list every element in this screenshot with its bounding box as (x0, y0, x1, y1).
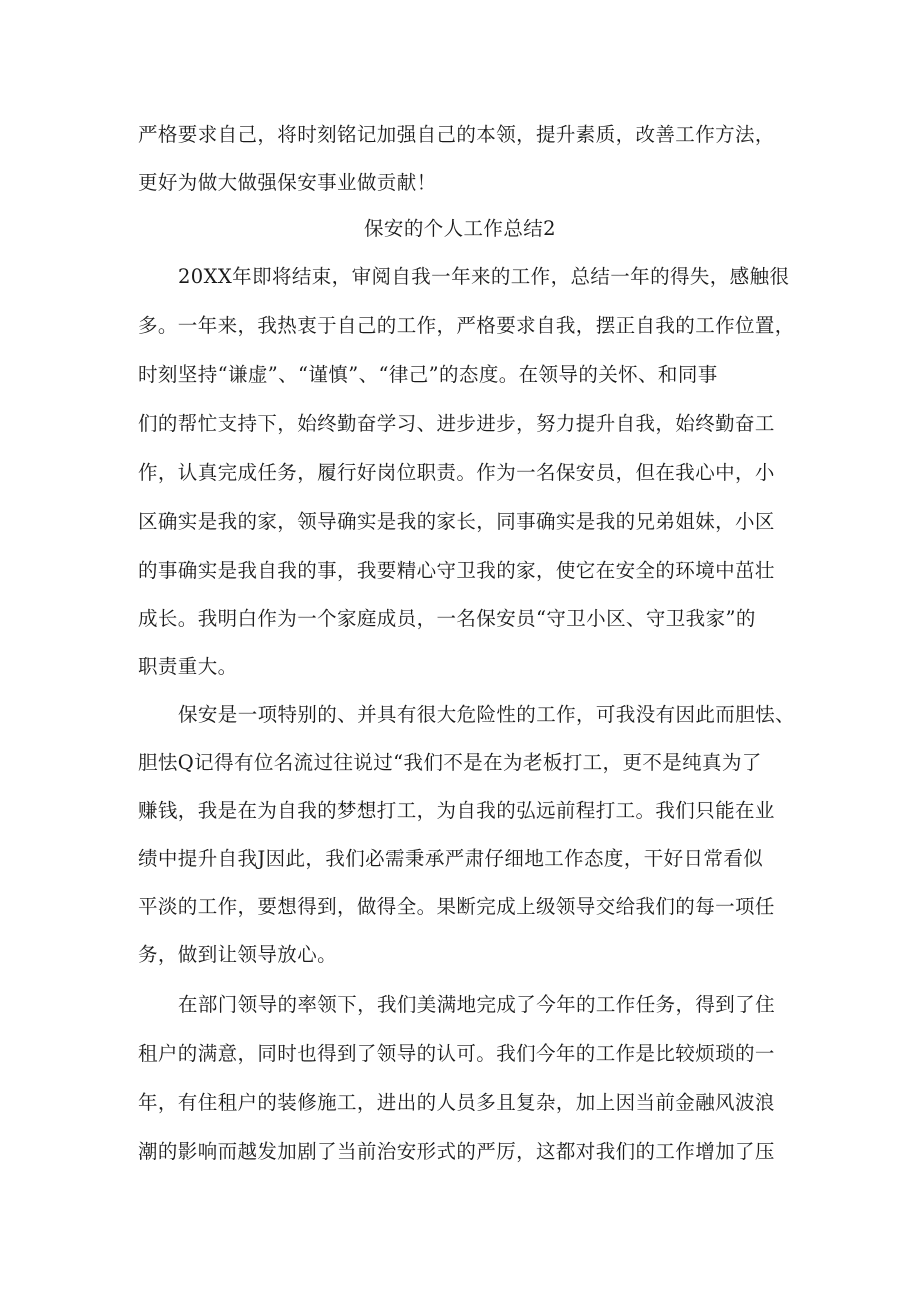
paragraph-1-line-1: 20XX年即将结束，审阅自我一年来的工作，总结一年的得失，感触很 (178, 265, 790, 288)
paragraph-1-line-8: 成长。我明白作为一个家庭成员，一名保安员“守卫小区、守卫我家”的 (138, 607, 756, 630)
paragraph-2-line-1: 保安是一项特别的、并具有很大危险性的工作，可我没有因此而胆怯、 (178, 703, 795, 726)
intro-line-2: 更好为做大做强保安事业做贡献！ (138, 171, 437, 194)
paragraph-1-line-3: 时刻坚持“谦虚”、“谨慎”、“律己”的态度。在领导的关怀、和同事 (138, 363, 718, 386)
paragraph-3-line-3: 年，有住租户的装修施工，进出的人员多且复杂，加上因当前金融风波浪 (138, 1091, 775, 1114)
paragraph-3-line-4: 潮的影响而越发加剧了当前治安形式的严厉，这都对我们的工作增加了压 (138, 1140, 775, 1163)
paragraph-1-line-5: 作，认真完成任务，履行好岗位职责。作为一名保安员，但在我心中，小 (138, 461, 775, 484)
paragraph-2-line-3: 赚钱，我是在为自我的梦想打工，为自我的弘远前程打工。我们只能在业 (138, 799, 775, 822)
paragraph-1-line-9: 职责重大。 (138, 655, 238, 678)
paragraph-1-line-4: 们的帮忙支持下，始终勤奋学习、进步进步，努力提升自我，始终勤奋工 (138, 412, 775, 435)
paragraph-2-line-6: 务，做到让领导放心。 (138, 943, 338, 966)
intro-line-1: 严格要求自己，将时刻铭记加强自己的本领，提升素质，改善工作方法， (138, 123, 775, 146)
paragraph-3-line-2: 租户的满意，同时也得到了领导的认可。我们今年的工作是比较烦琐的一 (138, 1042, 775, 1065)
paragraph-1-line-6: 区确实是我的家，领导确实是我的家长，同事确实是我的兄弟姐妹，小区 (138, 510, 775, 533)
paragraph-1-line-7: 的事确实是我自我的事，我要精心守卫我的家，使它在安全的环境中茁壮 (138, 559, 775, 582)
paragraph-2-line-5: 平淡的工作，要想得到，做得全。果断完成上级领导交给我们的每一项任 (138, 895, 775, 918)
paragraph-3-line-1: 在部门领导的率领下，我们美满地完成了今年的工作任务，得到了住 (178, 993, 776, 1016)
paragraph-2-line-4: 绩中提升自我J因此，我们必需秉承严肃仔细地工作态度，干好日常看似 (138, 847, 764, 870)
paragraph-2-line-2: 胆怯Q记得有位名流过往说过“我们不是在为老板打工，更不是纯真为了 (138, 751, 762, 774)
section-title: 保安的个人工作总结2 (364, 217, 556, 240)
paragraph-1-line-2: 多。一年来，我热衷于自己的工作，严格要求自我，摆正自我的工作位置， (138, 314, 795, 337)
